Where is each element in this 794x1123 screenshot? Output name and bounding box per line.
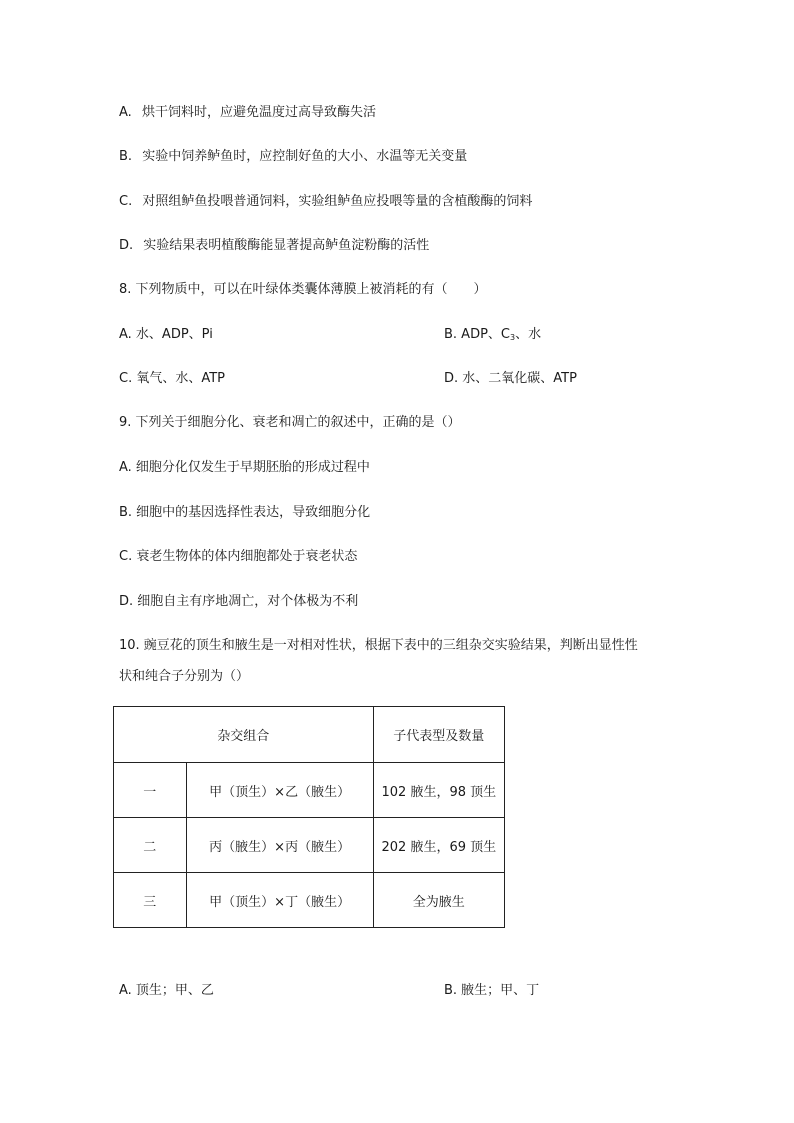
q8-stem: 8. 下列物质中，可以在叶绿体类囊体薄膜上被消耗的有（ ） [119, 282, 487, 297]
row-id: 三 [114, 873, 187, 928]
q7-option-a-letter: A. [119, 105, 132, 120]
q10-stem-line2: 状和纯合子分别为（） [119, 669, 250, 684]
q9-option-a: A. 细胞分化仅发生于早期胚胎的形成过程中 [119, 460, 370, 475]
q7-option-d [119, 237, 429, 255]
q7-option-a-text: 烘干饲料时，应避免温度过高导致酶失活 [141, 105, 376, 120]
q8-option-b-subscript: 3 [510, 333, 516, 342]
q8-option-c: C. 氧气、水、ATP [119, 371, 226, 386]
q10-stem-line1: 10. 豌豆花的顶生和腋生是一对相对性状，根据下表中的三组杂交实验结果，判断出显性性 [119, 638, 638, 653]
q7-option-c-text: 对照组鲈鱼投喂普通饲料，实验组鲈鱼应投喂等量的含植酸酶的饲料 [142, 194, 533, 209]
q7-option-a [119, 104, 376, 122]
q7-option-b-letter: B. [119, 149, 133, 164]
row-cross: 甲（顶生）×丁（腋生） [186, 873, 373, 928]
q8-option-b-pre: B. ADP、C [444, 327, 511, 342]
q8-option-d: D. 水、二氧化碳、ATP [444, 371, 577, 386]
q8-option-b-post: 、水 [515, 327, 542, 342]
q7-option-c [119, 193, 532, 211]
table-row [114, 763, 505, 818]
row-cross: 丙（腋生）×丙（腋生） [186, 818, 373, 873]
row-id: 二 [114, 818, 187, 873]
row-cross: 甲（顶生）×乙（腋生） [186, 763, 373, 818]
q9-stem: 9. 下列关于细胞分化、衰老和凋亡的叙述中，正确的是（） [119, 415, 461, 430]
q7-option-d-text: 实验结果表明植酸酶能显著提高鲈鱼淀粉酶的活性 [143, 238, 430, 253]
header-cross-group: 杂交组合 [114, 707, 374, 763]
q7-option-c-letter: C. [119, 194, 133, 209]
q9-option-b: B. 细胞中的基因选择性表达，导致细胞分化 [119, 505, 371, 520]
q7-option-b [119, 148, 467, 166]
row-result: 202 腋生，69 顶生 [373, 818, 504, 873]
q9-option-d: D. 细胞自主有序地凋亡，对个体极为不利 [119, 594, 359, 609]
q7-option-d-letter: D. [119, 238, 134, 253]
q9-option-c: C. 衰老生物体的体内细胞都处于衰老状态 [119, 549, 358, 564]
row-result: 全为腋生 [373, 873, 504, 928]
table-row [114, 873, 505, 928]
q8-option-a: A. 水、ADP、Pi [119, 327, 213, 342]
header-offspring: 子代表型及数量 [373, 707, 504, 763]
q10-option-b: B. 腋生；甲、丁 [444, 983, 540, 998]
q8-option-b [444, 326, 541, 347]
cross-table-header-row [114, 707, 505, 763]
q7-option-b-text: 实验中饲养鲈鱼时，应控制好鱼的大小、水温等无关变量 [142, 149, 468, 164]
table-row [114, 818, 505, 873]
row-result: 102 腋生，98 顶生 [373, 763, 504, 818]
cross-table [113, 706, 505, 928]
q10-option-a: A. 顶生；甲、乙 [119, 983, 214, 998]
row-id: 一 [114, 763, 187, 818]
